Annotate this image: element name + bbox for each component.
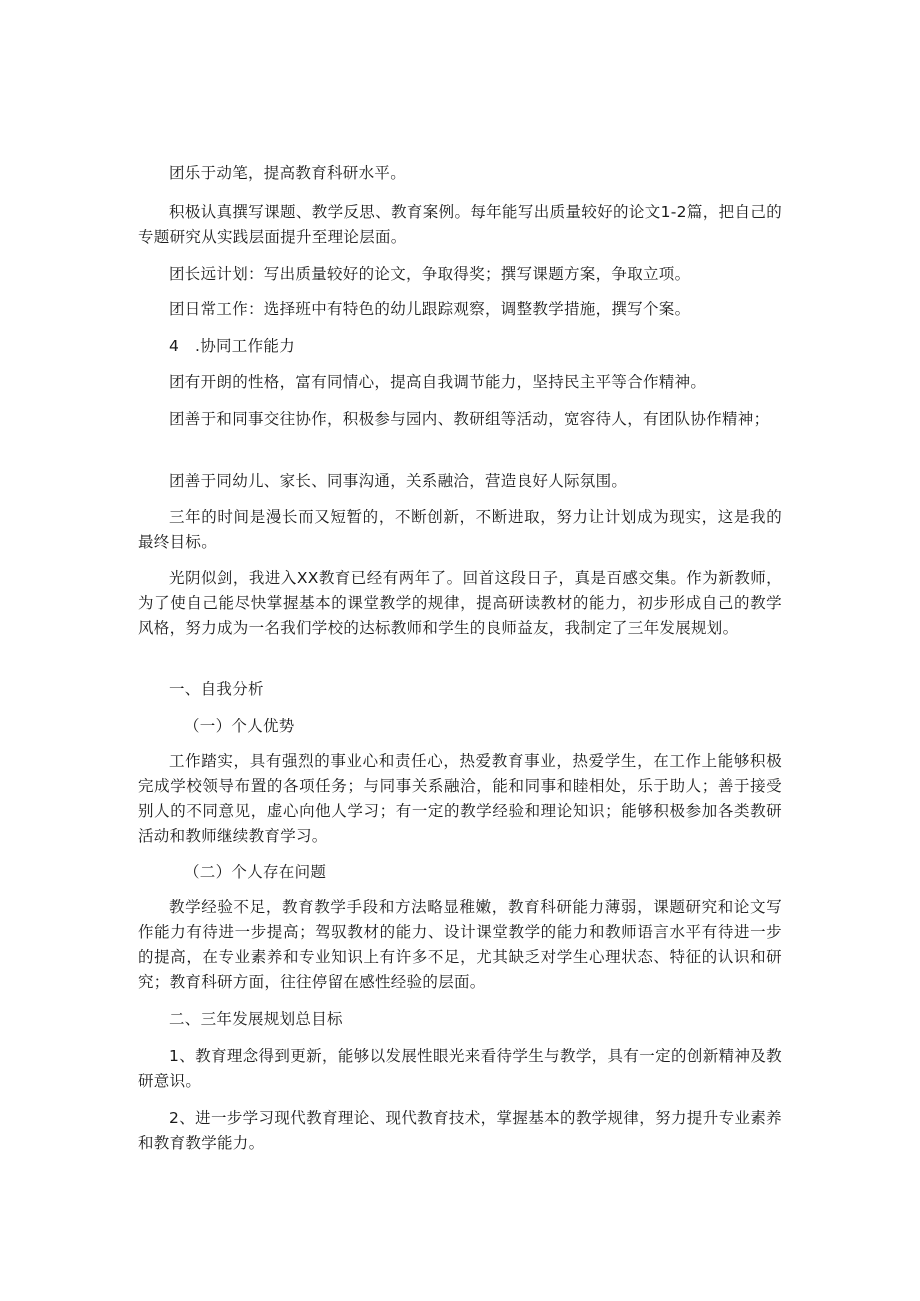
section-heading-collaboration: 4 .协同工作能力 (169, 337, 295, 355)
paragraph-problems: 教学经验不足，教育教学手段和方法略显稚嫩，教育科研能力薄弱，课题研究和论文写作能力有待进一步提高；驾驭教材的能力、设计课堂教学的能力和教师语言水平有待进一步的提高，在专业素养和专业知识上有许多不足，尤其缺乏对学生心理状态、特征的认识和研究；教育科研方面，往往停留在感性经验的层面。 (138, 898, 782, 991)
paragraph-writing: 团乐于动笔，提高教育科研水平。 (169, 164, 407, 182)
section-heading-goals: 二、三年发展规划总目标 (169, 1010, 343, 1028)
subheading-strengths: （一）个人优势 (184, 717, 295, 735)
subheading-problems: （二）个人存在问题 (184, 863, 327, 881)
paragraph-teamwork: 团善于和同事交往协作，积极参与园内、教研组等活动，宽容待人，有团队协作精神； (169, 410, 770, 428)
paragraph-communication: 团善于同幼儿、家长、同事沟通，关系融洽，营造良好人际氛围。 (169, 472, 628, 490)
paragraph-goal-1: 1、教育理念得到更新，能够以发展性眼光来看待学生与教学，具有一定的创新精神及教研意识。 (138, 1047, 782, 1090)
paragraph-research-papers: 积极认真撰写课题、教学反思、教育案例。每年能写出质量较好的论文1-2篇，把自己的专题研究从实践层面提升至理论层面。 (138, 203, 782, 246)
paragraph-daily-work: 团日常工作：选择班中有特色的幼儿跟踪观察，调整教学措施，撰写个案。 (169, 300, 691, 318)
paragraph-introduction: 光阴似剑，我进入XX教育已经有两年了。回首这段日子，真是百感交集。作为新教师，为了使自己能尽快掌握基本的课堂教学的规律，提高研读教材的能力，初步形成自己的教学风格，努力成为一名我们学校的达标教师和学生的良师益友，我制定了三年发展规划。 (138, 569, 782, 637)
paragraph-three-years: 三年的时间是漫长而又短暂的，不断创新，不断进取，努力让计划成为现实，这是我的最终目标。 (138, 508, 782, 551)
paragraph-personality: 团有开朗的性格，富有同情心，提高自我调节能力，坚持民主平等合作精神。 (169, 373, 707, 391)
paragraph-strengths: 工作踏实，具有强烈的事业心和责任心，热爱教育事业，热爱学生，在工作上能够积极完成学校领导布置的各项任务；与同事关系融洽，能和同事和睦相处，乐于助人；善于接受别人的不同意见，虚心向他人学习；有一定的教学经验和理论知识；能够积极参加各类教研活动和教师继续教育学习。 (138, 752, 782, 845)
paragraph-long-term-plan: 团长远计划：写出质量较好的论文，争取得奖；撰写课题方案，争取立项。 (169, 265, 691, 283)
section-heading-self-analysis: 一、自我分析 (169, 680, 264, 698)
paragraph-goal-2: 2、进一步学习现代教育理论、现代教育技术，掌握基本的教学规律，努力提升专业素养和教育教学能力。 (138, 1109, 782, 1152)
